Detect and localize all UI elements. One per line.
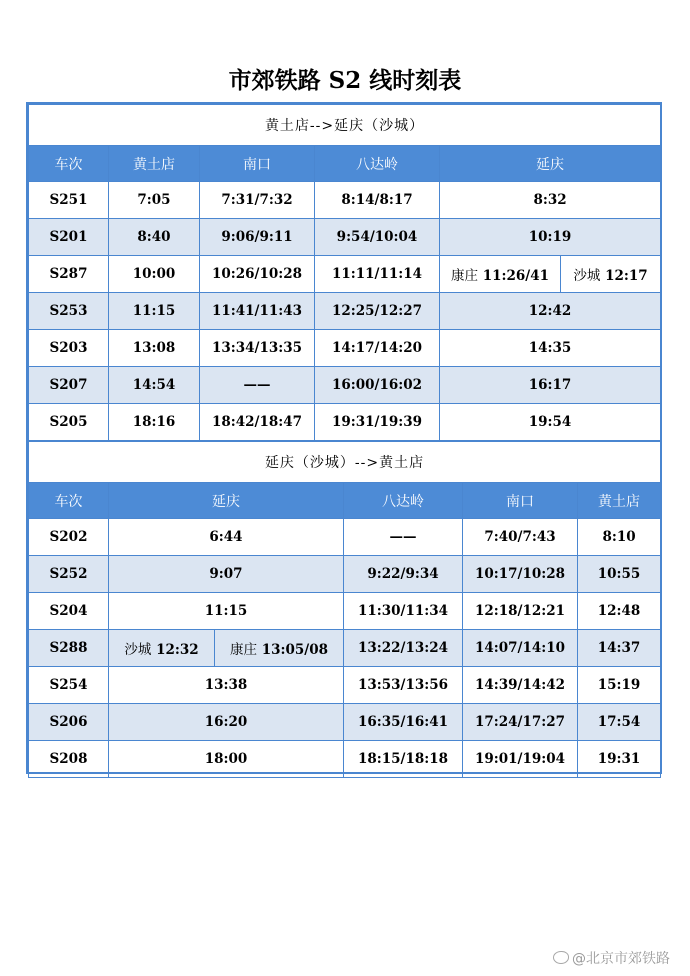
time-cell: 15:19 — [578, 667, 661, 704]
time-cell: 12:18/12:21 — [463, 593, 578, 630]
train-number: S208 — [29, 741, 109, 778]
time-cell: 13:08 — [109, 330, 200, 367]
time-cell: 8:32 — [440, 182, 661, 219]
table-row — [29, 330, 661, 367]
train-number: S252 — [29, 556, 109, 593]
time-cell: 12:42 — [440, 293, 661, 330]
table-row — [29, 219, 661, 256]
station-name: 康庄 — [230, 642, 257, 658]
train-number: S204 — [29, 593, 109, 630]
header-station: 八达岭 — [344, 483, 463, 519]
header-row — [29, 146, 661, 182]
weibo-watermark — [553, 948, 670, 968]
time-cell: 9:54/10:04 — [315, 219, 440, 256]
station-name: 沙城 — [124, 642, 152, 658]
time-cell: 16:20 — [109, 704, 344, 741]
time-cell: 6:44 — [109, 519, 344, 556]
time-cell: 18:16 — [109, 404, 200, 441]
table-row — [29, 667, 661, 704]
direction-heading-inbound: 延庆（沙城）-->黄土店 — [29, 442, 661, 483]
train-number: S251 — [29, 182, 109, 219]
header-train: 车次 — [29, 483, 109, 519]
time-cell: 8:40 — [109, 219, 200, 256]
time-cell: 10:26/10:28 — [200, 256, 315, 293]
page-title: 市郊铁路 S2 线时刻表 — [228, 67, 462, 94]
time-cell: 8:10 — [578, 519, 661, 556]
time-cell: 10:17/10:28 — [463, 556, 578, 593]
time-cell: 19:54 — [440, 404, 661, 441]
header-station: 南口 — [200, 146, 315, 182]
time-cell: 11:30/11:34 — [344, 593, 463, 630]
train-number: S201 — [29, 219, 109, 256]
time-cell: 16:00/16:02 — [315, 367, 440, 404]
table-row — [29, 182, 661, 219]
time-cell: 11:11/11:14 — [315, 256, 440, 293]
header-station: 延庆 — [109, 483, 344, 519]
time-cell: 18:42/18:47 — [200, 404, 315, 441]
train-number: S288 — [29, 630, 109, 667]
time-cell: 14:37 — [578, 630, 661, 667]
time-cell: 13:38 — [109, 667, 344, 704]
table-row — [29, 293, 661, 330]
time-cell: 10:55 — [578, 556, 661, 593]
time-cell: —— — [344, 519, 463, 556]
time-cell-kangzhuang — [215, 630, 344, 667]
time-cell: 12:48 — [578, 593, 661, 630]
timetable-outbound — [28, 104, 661, 441]
time-value: 11:26/41 — [482, 268, 549, 284]
time-cell: 14:17/14:20 — [315, 330, 440, 367]
table-row — [29, 519, 661, 556]
train-number: S254 — [29, 667, 109, 704]
time-cell: 14:35 — [440, 330, 661, 367]
time-cell: 14:54 — [109, 367, 200, 404]
time-cell: 11:15 — [109, 293, 200, 330]
time-cell: 17:24/17:27 — [463, 704, 578, 741]
time-cell: 7:40/7:43 — [463, 519, 578, 556]
time-cell-shacheng — [109, 630, 215, 667]
time-cell: 11:15 — [109, 593, 344, 630]
time-value: 12:17 — [605, 268, 648, 284]
time-value: 12:32 — [156, 642, 199, 658]
time-cell: 7:31/7:32 — [200, 182, 315, 219]
time-cell: 14:07/14:10 — [463, 630, 578, 667]
time-cell: 16:35/16:41 — [344, 704, 463, 741]
time-cell: —— — [200, 367, 315, 404]
header-station: 黄土店 — [578, 483, 661, 519]
header-row — [29, 483, 661, 519]
table-row — [29, 704, 661, 741]
time-cell: 7:05 — [109, 182, 200, 219]
timetable — [26, 102, 662, 774]
table-row — [29, 741, 661, 778]
train-number: S253 — [29, 293, 109, 330]
time-cell: 17:54 — [578, 704, 661, 741]
header-station: 八达岭 — [315, 146, 440, 182]
time-cell: 13:22/13:24 — [344, 630, 463, 667]
time-cell: 19:01/19:04 — [463, 741, 578, 778]
header-station: 延庆 — [440, 146, 661, 182]
table-row — [29, 593, 661, 630]
time-cell: 8:14/8:17 — [315, 182, 440, 219]
time-cell: 19:31 — [578, 741, 661, 778]
time-cell: 14:39/14:42 — [463, 667, 578, 704]
time-cell-shacheng — [561, 256, 661, 293]
train-number: S207 — [29, 367, 109, 404]
train-number: S205 — [29, 404, 109, 441]
table-row — [29, 256, 661, 293]
time-cell: 18:00 — [109, 741, 344, 778]
train-number: S203 — [29, 330, 109, 367]
train-number: S202 — [29, 519, 109, 556]
time-cell: 11:41/11:43 — [200, 293, 315, 330]
time-value: 13:05/08 — [261, 642, 328, 658]
direction-heading-outbound: 黄土店-->延庆（沙城） — [29, 105, 661, 146]
header-train: 车次 — [29, 146, 109, 182]
header-station: 南口 — [463, 483, 578, 519]
time-cell: 9:22/9:34 — [344, 556, 463, 593]
timetable-inbound — [28, 441, 661, 778]
train-number: S287 — [29, 256, 109, 293]
time-cell: 18:15/18:18 — [344, 741, 463, 778]
time-cell: 9:07 — [109, 556, 344, 593]
header-station: 黄土店 — [109, 146, 200, 182]
time-cell: 9:06/9:11 — [200, 219, 315, 256]
watermark-text: @北京市郊铁路 — [572, 951, 670, 967]
table-row — [29, 404, 661, 441]
table-row — [29, 630, 661, 667]
table-row — [29, 556, 661, 593]
station-name: 沙城 — [573, 268, 601, 284]
time-cell: 13:53/13:56 — [344, 667, 463, 704]
time-cell: 16:17 — [440, 367, 661, 404]
time-cell: 19:31/19:39 — [315, 404, 440, 441]
time-cell: 10:19 — [440, 219, 661, 256]
station-name: 康庄 — [451, 268, 478, 284]
time-cell-kangzhuang — [440, 256, 561, 293]
table-row — [29, 367, 661, 404]
time-cell: 12:25/12:27 — [315, 293, 440, 330]
train-number: S206 — [29, 704, 109, 741]
time-cell: 10:00 — [109, 256, 200, 293]
time-cell: 13:34/13:35 — [200, 330, 315, 367]
weibo-icon — [553, 951, 569, 964]
